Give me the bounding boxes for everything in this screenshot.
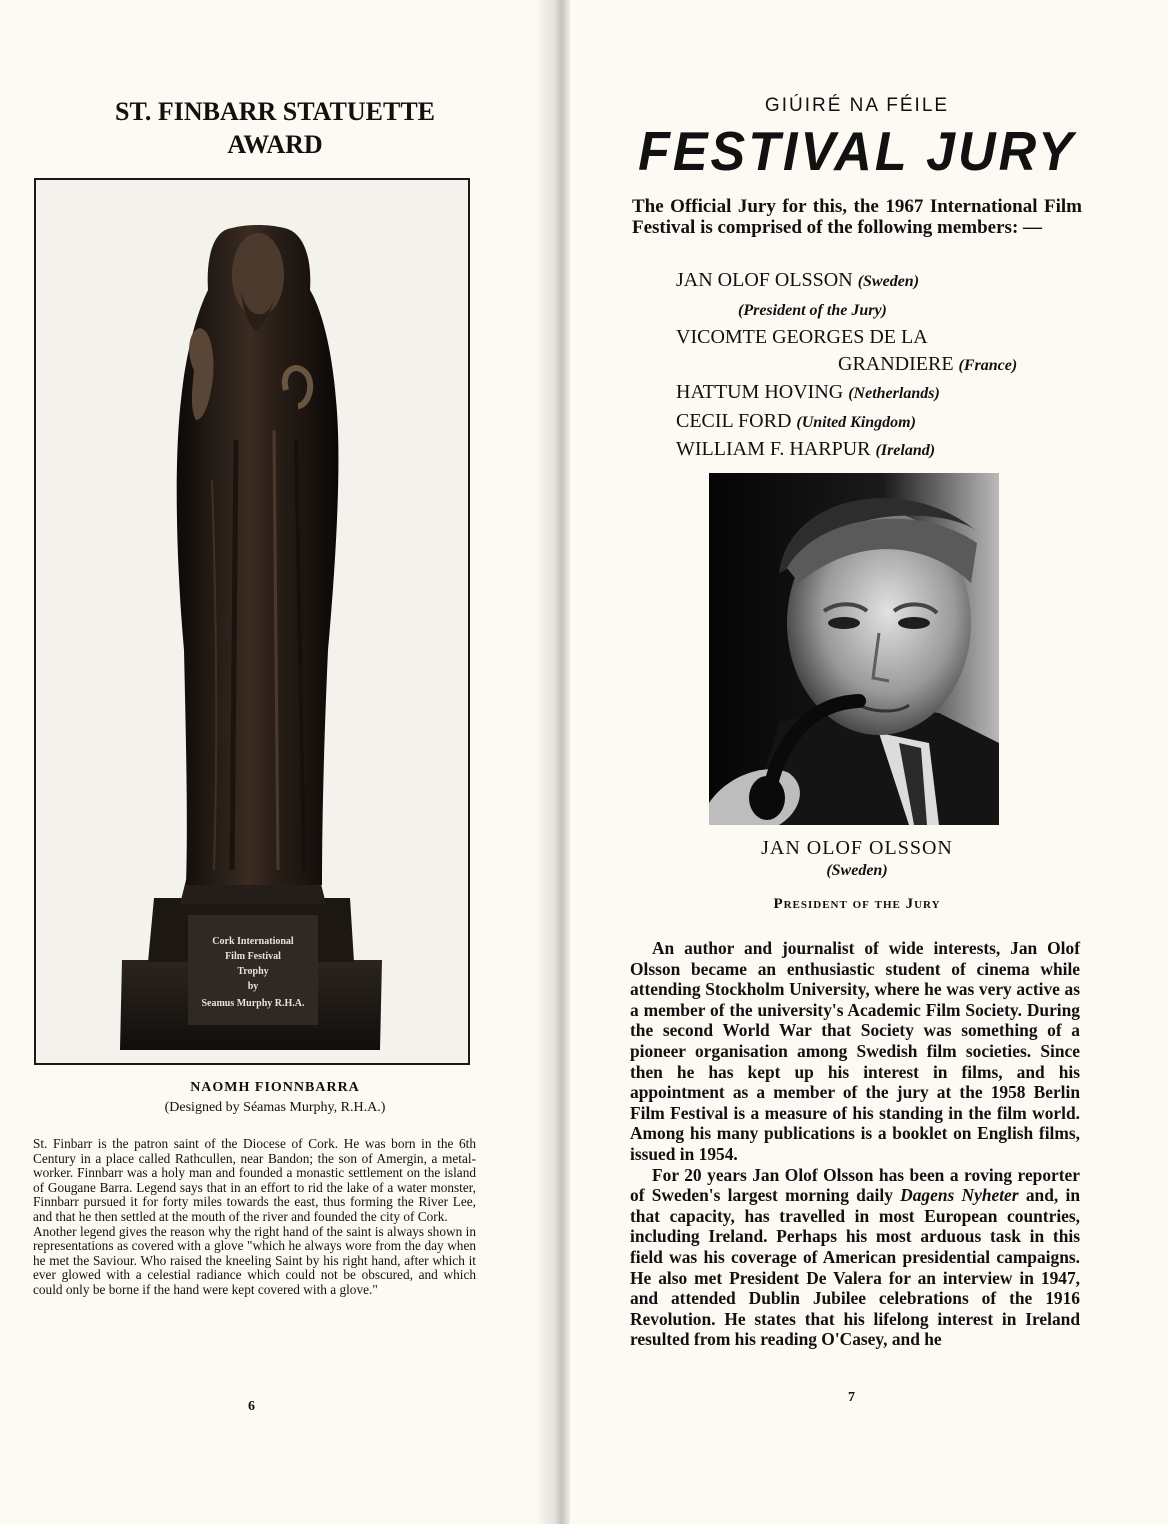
plaque-line: by bbox=[247, 981, 259, 992]
jury-member-continued bbox=[676, 351, 1076, 380]
member-name: VICOMTE GEORGES DE LA bbox=[676, 326, 928, 348]
member-name: WILLIAM F. HARPUR bbox=[676, 438, 871, 460]
jury-member bbox=[676, 436, 1076, 465]
page-title: FESTIVAL JURY bbox=[638, 121, 1076, 183]
statuette-photo-frame bbox=[34, 178, 470, 1065]
member-name: JAN OLOF OLSSON bbox=[676, 269, 853, 291]
member-name: HATTUM HOVING bbox=[676, 381, 844, 403]
newspaper-name: Dagens Nyheter bbox=[900, 1185, 1019, 1206]
photo-caption-country: (Sweden) bbox=[826, 862, 888, 879]
biography-paragraph: An author and journalist of wide interests, Jan Olof Olsson became an enthusiastic student of cinema while attending Stockholm University, where he was very active as a member of the university's Academic Film Society. During the second World War that Society was something of a pioneer organisation among Swedish film societies. Since then he has kept up his interest in films, and his appointment as a member of the jury at the 1958 Berlin Film Festival is a measure of his standing in the film world. Among his many publications is a booklet on English films, issued in 1954. bbox=[630, 938, 1080, 1164]
member-country: (Sweden) bbox=[857, 273, 920, 290]
jury-president-photo bbox=[709, 473, 999, 825]
biography-text: and, in that capacity, has travelled in most European countries, including Ireland. Perhaps his most arduous task in this field was his coverage of American presidential campaigns. He also met President De Valera for an interview in 1947, and attended Dublin Jubilee celebrations of the 1916 Revolution. He states that his lifelong interest in Ireland resulted from his reading O'Casey, and he bbox=[630, 1185, 1080, 1350]
irish-heading: GIÚIRÉ NA FÉILE bbox=[764, 95, 950, 116]
finbarr-body-text bbox=[33, 1137, 476, 1298]
statuette-caption-name: NAOMH FIONNBARRA bbox=[190, 1080, 360, 1095]
photo-caption-role: President of the Jury bbox=[773, 896, 941, 912]
plaque-line: Film Festival bbox=[225, 951, 281, 962]
finbarr-paragraph: Another legend gives the reason why the right hand of the saint is always shown in representations as covered with a glove "which he always wore from the day when he met the Saviour. Who raised the kneeling Saint by his right hand, after which it ever glowed with a celestial radiance which could not be obscured, and which could only be borne if the hand were kept covered with a glove." bbox=[33, 1223, 476, 1297]
biography-text: For 20 years Jan Olof Olsson has been a roving reporter of Sweden's largest morning daily bbox=[630, 1164, 1080, 1206]
plaque-line: Seamus Murphy R.H.A. bbox=[201, 998, 305, 1009]
member-name: CECIL FORD bbox=[676, 409, 792, 432]
award-title-line1: ST. FINBARR STATUETTE bbox=[114, 97, 436, 126]
jury-member bbox=[676, 324, 1076, 351]
jury-member bbox=[676, 267, 1076, 296]
member-name: GRANDIERE bbox=[838, 352, 954, 375]
photo-caption-name: JAN OLOF OLSSON bbox=[761, 837, 953, 859]
award-title bbox=[40, 95, 510, 161]
jury-intro: The Official Jury for this, the 1967 International Film Festival is comprised of the following members: — bbox=[632, 196, 1082, 238]
page-number-right: 7 bbox=[848, 1390, 855, 1405]
member-country: (Netherlands) bbox=[848, 385, 940, 402]
member-country: (Ireland) bbox=[875, 442, 936, 459]
jury-member bbox=[676, 408, 1076, 437]
plaque-line: Cork International bbox=[212, 936, 294, 947]
plaque-line: Trophy bbox=[237, 966, 269, 977]
olsson-biography bbox=[630, 938, 1080, 1350]
member-role: (President of the Jury) bbox=[738, 301, 887, 319]
member-country: (France) bbox=[958, 356, 1018, 374]
statuette-caption-designer: (Designed by Séamas Murphy, R.H.A.) bbox=[164, 1100, 386, 1115]
biography-paragraph bbox=[630, 1165, 1080, 1350]
book-gutter bbox=[536, 0, 570, 1524]
jury-members-list bbox=[676, 267, 1076, 465]
jury-member bbox=[676, 379, 1076, 408]
award-title-line2: AWARD bbox=[227, 130, 323, 159]
page-number-left: 6 bbox=[248, 1399, 255, 1414]
member-country: (United Kingdom) bbox=[796, 413, 916, 431]
jury-member-role bbox=[676, 296, 1076, 325]
statuette-photo bbox=[36, 180, 468, 1063]
finbarr-paragraph: St. Finbarr is the patron saint of the Diocese of Cork. He was born in the 6th Century in a place called Rathcullen, near Bandon; the son of Amergin, a metal-worker. Finnbarr was a holy man and founded a monastic settlement on the island of Gougane Barra. Legend says that in an effort to rid the lake of a water monster, Finnbarr pursued it for forty miles towards the east, thus forming the River Lee, and that he then settled at the mouth of the river and founded the city of Cork. bbox=[33, 1136, 476, 1224]
